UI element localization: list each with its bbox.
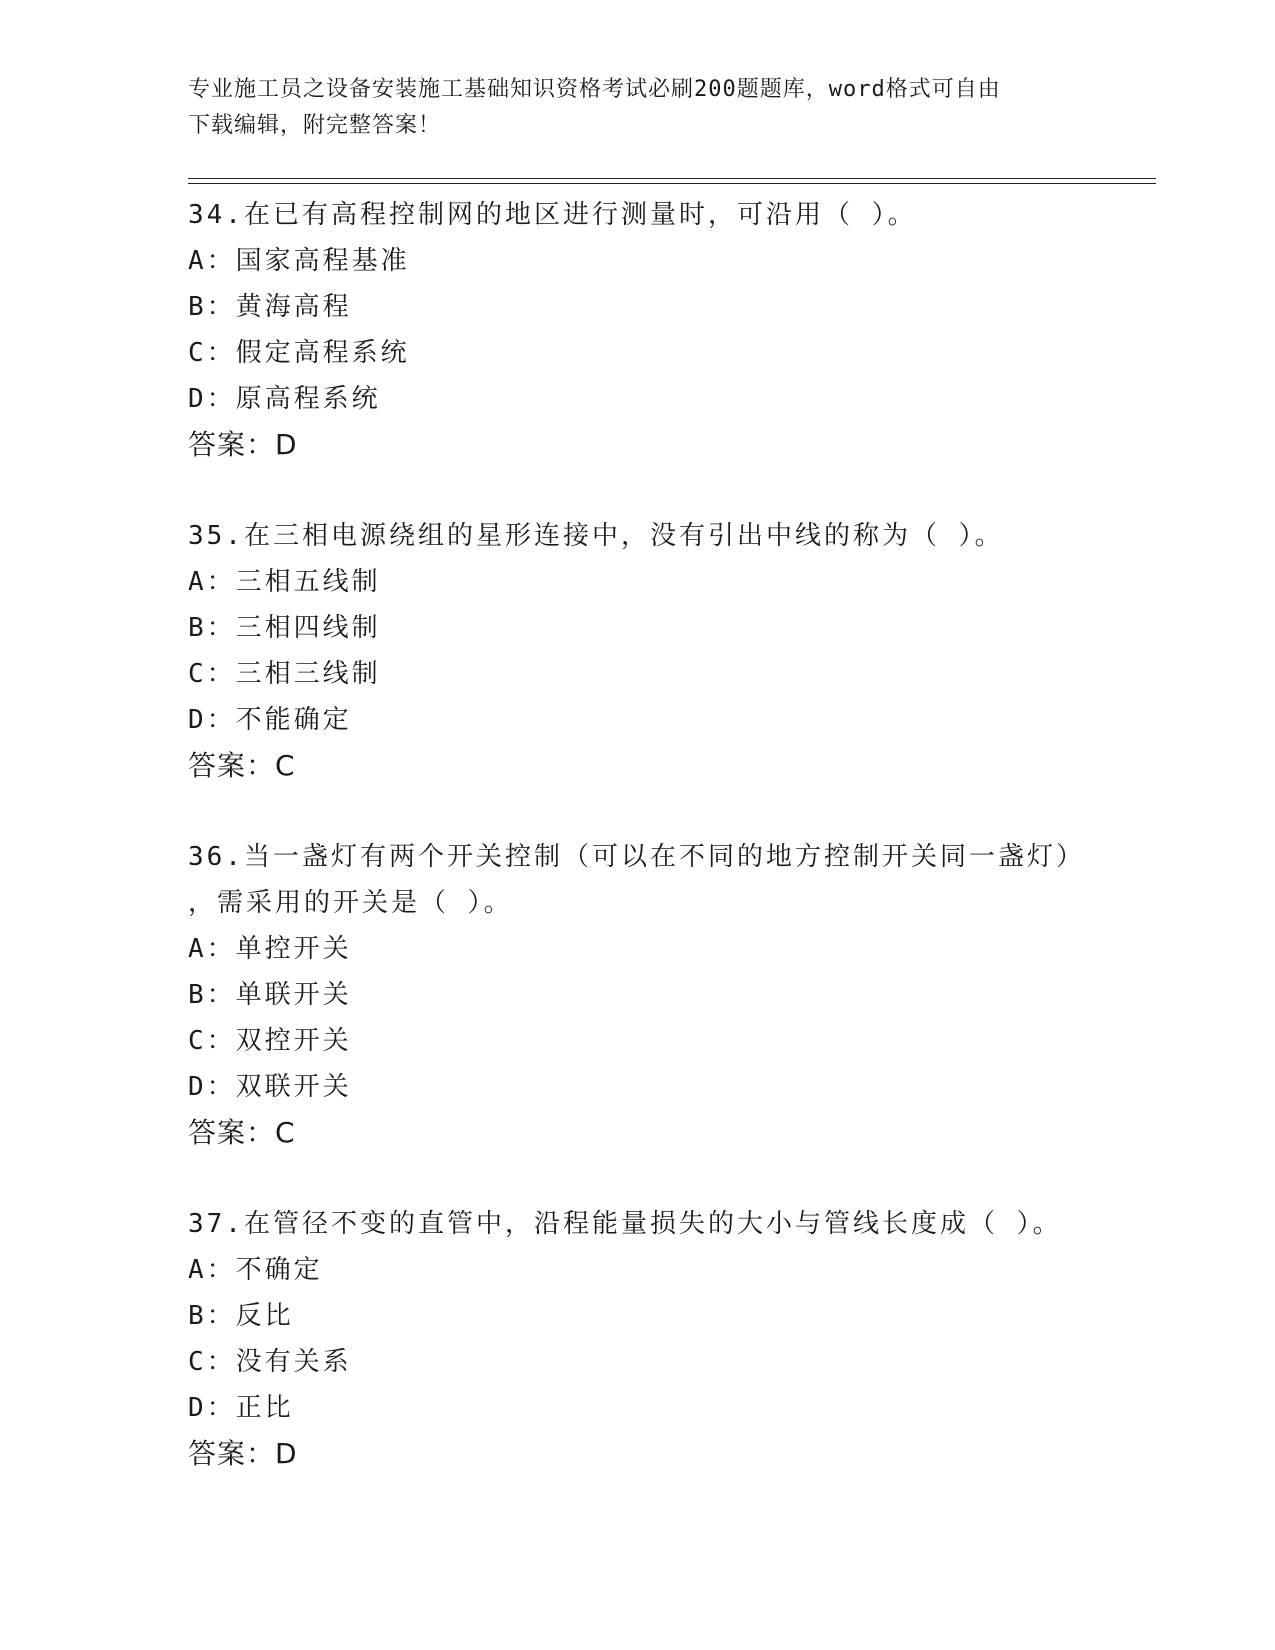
- option-d: D：双联开关: [188, 1072, 352, 1102]
- question-stem: 35.在三相电源绕组的星形连接中，没有引出中线的称为（ ）。: [188, 521, 1004, 551]
- question-35: [188, 513, 1088, 789]
- option-c: C：没有关系: [188, 1347, 352, 1377]
- question-stem: 34.在已有高程控制网的地区进行测量时，可沿用（ ）。: [188, 200, 917, 230]
- option-a: A：单控开关: [188, 934, 352, 964]
- question-stem-continued: ，需采用的开关是（ ）。: [188, 888, 513, 918]
- answer-line: 答案：C: [188, 749, 296, 782]
- option-b: B：三相四线制: [188, 613, 381, 643]
- header-line-1: 专业施工员之设备安装施工基础知识资格考试必刷200题题库，word格式可自由: [188, 77, 1001, 102]
- question-34: [188, 192, 1088, 468]
- option-a: A：不确定: [188, 1255, 323, 1285]
- question-36: [188, 834, 1088, 1156]
- option-b: B：黄海高程: [188, 292, 352, 322]
- question-37: [188, 1201, 1088, 1477]
- option-c: C：双控开关: [188, 1026, 352, 1056]
- option-d: D：不能确定: [188, 705, 352, 735]
- option-b: B：反比: [188, 1301, 294, 1331]
- answer-line: 答案：C: [188, 1116, 296, 1149]
- question-stem: 37.在管径不变的直管中，沿程能量损失的大小与管线长度成（ ）。: [188, 1209, 1062, 1239]
- option-c: C：三相三线制: [188, 659, 381, 689]
- header-divider-top: [188, 178, 1156, 179]
- option-c: C：假定高程系统: [188, 338, 410, 368]
- answer-line: 答案：D: [188, 428, 298, 461]
- question-stem: 36.当一盏灯有两个开关控制（可以在不同的地方控制开关同一盏灯）: [188, 842, 1085, 872]
- document-header: [188, 72, 1088, 144]
- answer-line: 答案：D: [188, 1437, 298, 1470]
- option-d: D：正比: [188, 1393, 294, 1423]
- option-d: D：原高程系统: [188, 384, 381, 414]
- header-line-2: 下载编辑，附完整答案！: [188, 113, 442, 138]
- header-divider-bottom: [188, 183, 1156, 184]
- option-b: B：单联开关: [188, 980, 352, 1010]
- option-a: A：三相五线制: [188, 567, 381, 597]
- question-list: [188, 192, 1088, 1522]
- option-a: A：国家高程基准: [188, 246, 410, 276]
